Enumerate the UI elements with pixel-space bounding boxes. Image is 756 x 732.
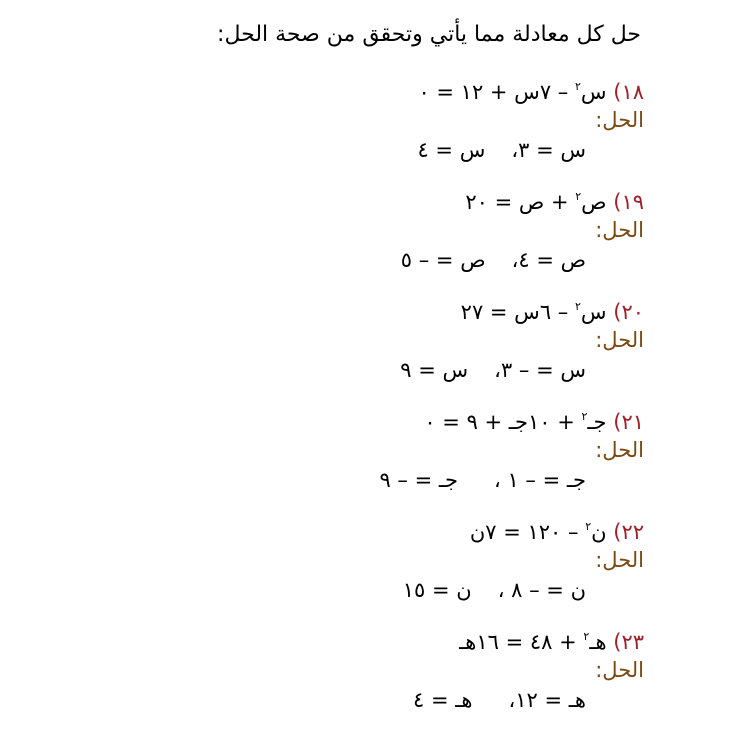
problem-21 — [244, 408, 644, 508]
variable: جـ — [587, 410, 607, 434]
equation-rest: – ١٢٠ = ٧ن — [469, 520, 579, 544]
solution-root-2: س = ٤ — [417, 138, 486, 162]
problem-number: ١٨) — [613, 80, 644, 104]
solution-root-2: ن = ١٥ — [402, 578, 472, 602]
solution-root-2: جـ = – ٩ — [379, 468, 458, 492]
solution-label: الحل: — [595, 108, 644, 132]
problem-23 — [244, 628, 644, 728]
solution-root-1: ص = ٤، — [511, 248, 586, 272]
problem-22 — [244, 518, 644, 618]
equation-rest: + ٤٨ = ١٦هـ — [459, 630, 577, 654]
solution-root-1: س = ٣، — [511, 138, 586, 162]
solution — [379, 466, 586, 494]
solution — [413, 686, 586, 714]
variable: ن — [591, 520, 607, 544]
exponent: ٢ — [574, 80, 581, 93]
solution-root-1: ن = – ٨ ، — [497, 578, 586, 602]
problem-number: ٢٠) — [613, 300, 644, 324]
solution-root-2: س = ٩ — [400, 358, 469, 382]
equation-rest: + ص = ٢٠ — [465, 190, 569, 214]
exponent: ٢ — [581, 410, 588, 423]
solution-label: الحل: — [595, 548, 644, 572]
variable: ص — [581, 190, 607, 214]
instructions-heading: حل كل معادلة مما يأتي وتحقق من صحة الحل: — [217, 22, 641, 47]
solution-label: الحل: — [595, 328, 644, 352]
problem-number: ١٩) — [613, 190, 644, 214]
problem-20 — [244, 298, 644, 398]
equation-rest: + ١٠جـ + ٩ = ٠ — [424, 410, 575, 434]
solution-label: الحل: — [595, 438, 644, 462]
solution — [403, 576, 586, 604]
exponent: ٢ — [575, 190, 582, 203]
problem-number: ٢٢) — [613, 520, 644, 544]
problem-18 — [244, 78, 644, 178]
solution — [401, 246, 586, 274]
equation-rest: – ٧س + ١٢ = ٠ — [418, 80, 569, 104]
equation-rest: – ٦س = ٢٧ — [460, 300, 569, 324]
problem-number: ٢٣) — [613, 630, 644, 654]
exponent: ٢ — [585, 520, 592, 533]
solution-root-1: س = – ٣، — [494, 358, 586, 382]
solution-root-1: جـ = – ١ ، — [494, 468, 586, 492]
solution-label: الحل: — [595, 218, 644, 242]
solution — [400, 356, 586, 384]
solution-root-2: ص = – ٥ — [400, 248, 486, 272]
variable: س — [580, 300, 607, 324]
exponent: ٢ — [574, 300, 581, 313]
solution-root-1: هـ = ١٢، — [508, 688, 586, 712]
solution — [417, 136, 586, 164]
variable: س — [580, 80, 607, 104]
problem-19 — [244, 188, 644, 288]
problem-number: ٢١) — [613, 410, 644, 434]
variable: هـ — [589, 630, 607, 654]
exponent: ٢ — [583, 630, 590, 643]
solution-label: الحل: — [595, 658, 644, 682]
solution-root-2: هـ = ٤ — [413, 688, 473, 712]
